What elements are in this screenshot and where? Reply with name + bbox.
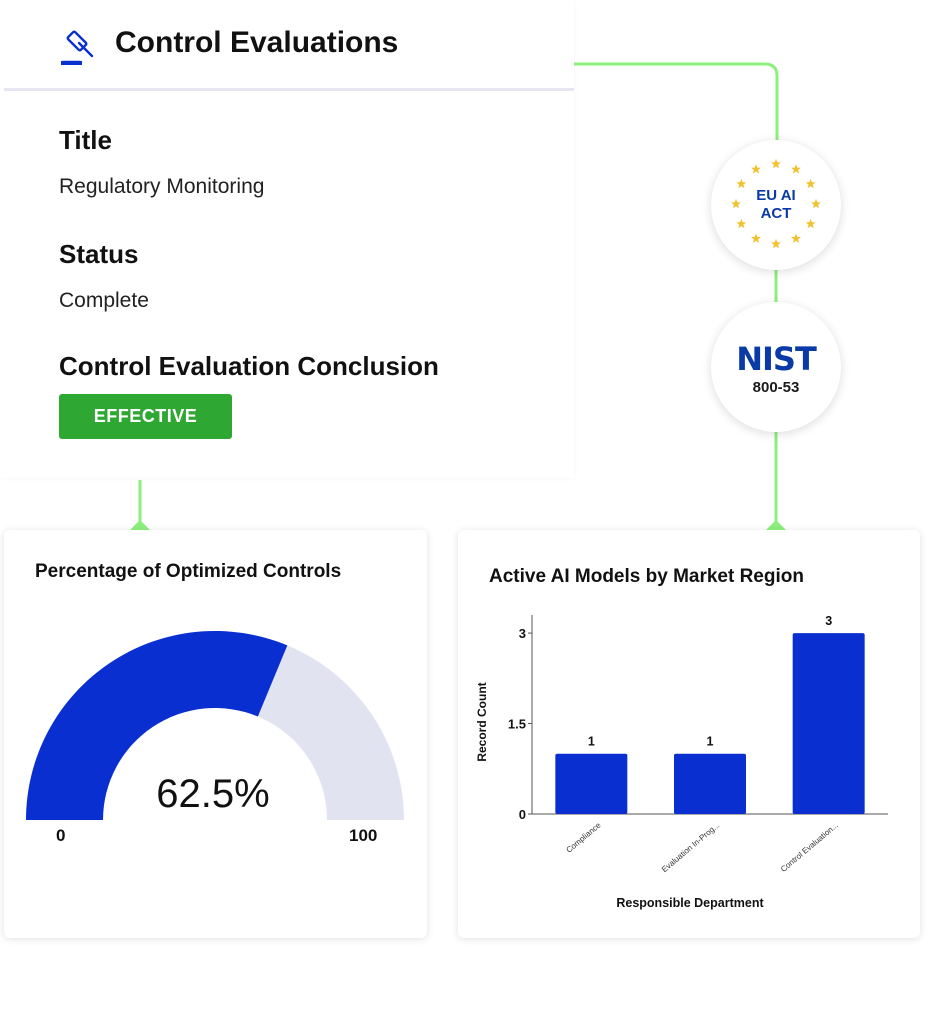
gauge-max-label: 100 <box>349 826 378 845</box>
gavel-icon <box>58 28 100 70</box>
y-axis-title: Record Count <box>475 682 489 762</box>
bar-chart-title: Active AI Models by Market Region <box>489 566 804 587</box>
optimized-controls-gauge-card <box>4 530 427 938</box>
bar-data-label: 1 <box>706 734 714 749</box>
eu-star <box>791 233 801 242</box>
x-tick-label: Compliance <box>564 820 603 855</box>
eu-star <box>791 164 801 173</box>
nist-800-53-badge <box>711 302 841 432</box>
gauge-chart <box>4 530 427 938</box>
y-tick-label: 3 <box>518 626 526 642</box>
x-axis-title: Responsible Department <box>616 896 764 910</box>
title-value: Regulatory Monitoring <box>59 175 265 198</box>
page-title: Control Evaluations <box>115 26 399 59</box>
y-tick-label: 0 <box>518 807 526 822</box>
bar-data-label: 1 <box>587 734 595 749</box>
status-label: Status <box>59 239 139 269</box>
eu-label-line1: EU AI <box>756 187 796 204</box>
eu-star <box>751 233 761 242</box>
title-label: Title <box>59 125 112 155</box>
nist-sub-label: 800-53 <box>752 379 800 396</box>
gauge-value: 62.5% <box>156 772 270 816</box>
bar <box>555 754 627 814</box>
ai-models-bar-chart-card <box>458 530 920 938</box>
eu-ai-act-badge <box>711 140 841 270</box>
conclusion-label: Control Evaluation Conclusion <box>59 351 439 381</box>
status-value: Complete <box>59 289 149 312</box>
x-tick-label: Control Evaluation... <box>778 820 840 874</box>
nist-logo: NIST <box>736 340 816 378</box>
y-tick-label: 1.5 <box>507 716 526 732</box>
effective-status-badge: EFFECTIVE <box>59 394 232 439</box>
eu-label-line2: ACT <box>760 205 792 222</box>
bar-data-label: 3 <box>825 614 833 629</box>
eu-star <box>771 159 781 168</box>
gauge-min-label: 0 <box>56 826 66 845</box>
bar <box>674 754 746 814</box>
gauge-title: Percentage of Optimized Controls <box>35 561 342 582</box>
eu-star <box>771 239 781 248</box>
bar <box>793 633 865 814</box>
header-divider <box>4 88 574 91</box>
eu-star <box>751 164 761 173</box>
bar-chart <box>458 530 920 938</box>
x-tick-label: Evaluation In-Prog... <box>659 820 722 875</box>
